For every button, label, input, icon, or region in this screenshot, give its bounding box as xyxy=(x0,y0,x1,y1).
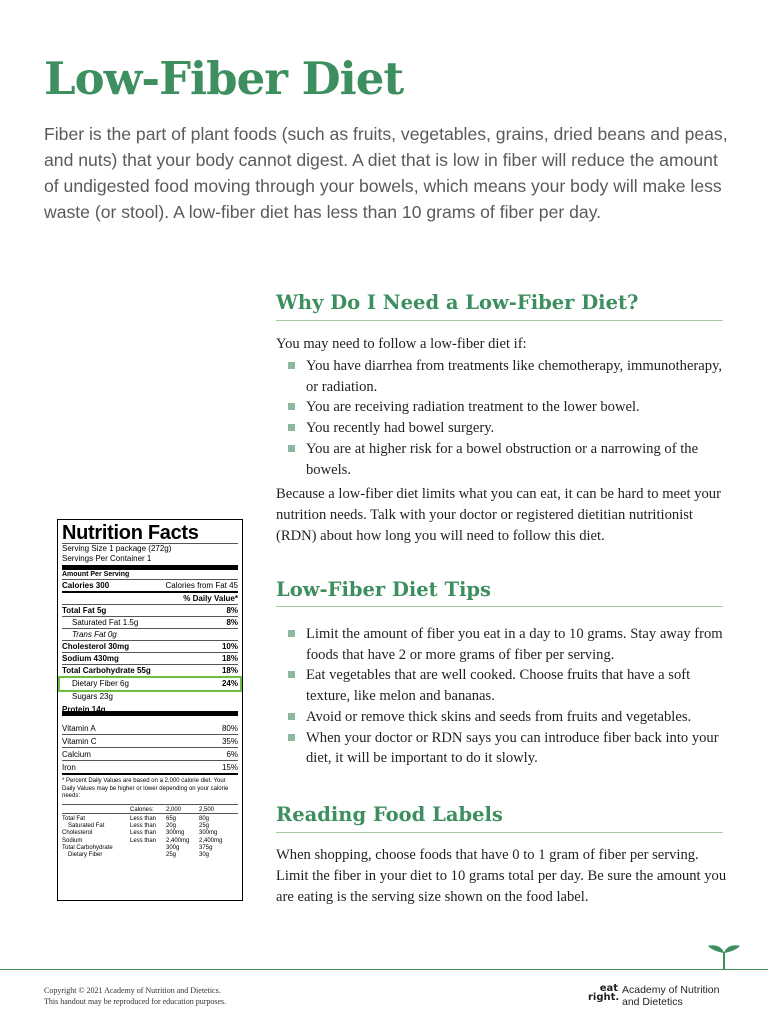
protein: Protein 14g xyxy=(62,705,106,714)
daily-value-table xyxy=(62,805,238,871)
table-cell: Less than xyxy=(130,815,157,822)
iron-dv: 15% xyxy=(221,763,238,772)
page-title: Low-Fiber Diet xyxy=(44,52,404,105)
table-cell: 25g xyxy=(166,852,177,859)
table-cell: Less than xyxy=(130,837,157,844)
logo-eat-text: eat xyxy=(599,983,618,994)
servings-per-container: Servings Per Container 1 xyxy=(62,554,152,563)
table-cell: Sodium xyxy=(62,837,83,844)
table-cell: Dietary Fiber xyxy=(68,852,103,859)
cholesterol: Cholesterol 30mg xyxy=(62,642,130,651)
table-cell: 25g xyxy=(199,822,210,829)
nutrition-facts-label xyxy=(57,519,243,901)
table-cell: 2,400mg xyxy=(199,837,223,844)
table-cell: 20g xyxy=(166,822,177,829)
logo-org-line2: and Dietetics xyxy=(622,996,683,1008)
table-cell: Cholesterol xyxy=(62,830,93,837)
table-cell: 2,400mg xyxy=(166,837,190,844)
section-labels-body: When shopping, choose foods that have 0 to 1 gram of fiber per serving. Limit the fiber in your diet to 10 grams total per day. Be sure the amount you are eating is the serving size shown on the food label. xyxy=(276,847,727,905)
protein-row xyxy=(62,703,238,716)
dietary-fiber: Dietary Fiber 6g xyxy=(72,679,129,688)
section-why-closing: Because a low-fiber diet limits what you can eat, it can be hard to meet your nutrition needs. Talk with your doctor or registered dietitian nutritionist (RDN) about how long you will need to follow this diet. xyxy=(276,486,721,544)
table-row xyxy=(62,814,238,821)
table-header-cell: Calories: xyxy=(130,806,154,813)
list-item: You have diarrhea from treatments like chemotherapy, immunotherapy, or radiation. xyxy=(288,356,732,397)
copyright-line: Copyright © 2021 Academy of Nutrition and Dietetics. xyxy=(44,986,221,995)
table-row xyxy=(62,828,238,835)
vitamin-a: Vitamin A xyxy=(62,724,96,733)
list-item: You are receiving radiation treatment to the lower bowel. xyxy=(288,397,732,418)
total-fat-row xyxy=(62,605,238,617)
cholesterol-dv: 10% xyxy=(221,642,238,651)
table-row xyxy=(62,805,238,814)
table-cell: 65g xyxy=(166,815,177,822)
logo-org-line1: Academy of Nutrition xyxy=(622,984,720,996)
saturated-fat-dv: 8% xyxy=(226,618,238,627)
saturated-fat: Saturated Fat 1.5g xyxy=(72,618,139,627)
section-divider xyxy=(276,320,723,321)
vitamin-a-dv: 80% xyxy=(221,724,238,733)
calories-row xyxy=(62,580,238,593)
total-fat-dv: 8% xyxy=(226,606,238,615)
table-header-cell: 2,000 xyxy=(166,806,182,813)
calories-from-fat: Calories from Fat 45 xyxy=(165,581,238,590)
section-heading-labels: Reading Food Labels xyxy=(276,803,503,826)
calories: Calories 300 xyxy=(62,581,110,590)
sodium-dv: 18% xyxy=(221,654,238,663)
vitamin-c-dv: 35% xyxy=(221,737,238,746)
logo-right-text: right. xyxy=(588,992,620,1003)
dietary-fiber-row xyxy=(60,678,240,690)
table-cell: Saturated Fat xyxy=(68,822,105,829)
total-carbohydrate: Total Carbohydrate 55g xyxy=(62,666,151,675)
sat-fat-row xyxy=(62,617,238,629)
sodium: Sodium 430mg xyxy=(62,654,119,663)
logo-wordmark xyxy=(588,984,618,1002)
table-row xyxy=(62,821,238,828)
intro-paragraph: Fiber is the part of plant foods (such as fruits, vegetables, grains, dried beans and peas, and nuts) that your body cannot digest. A diet that is low in fiber will reduce the amount of undigested food moving through your bowels, which means your body will make less waste (or stool). A low-fiber diet has less than 10 grams of fiber per day. xyxy=(44,124,728,222)
footer-divider xyxy=(0,969,768,970)
table-row xyxy=(62,850,238,857)
table-row xyxy=(62,843,238,850)
vitamin-a-row xyxy=(62,722,238,735)
list-item: You are at higher risk for a bowel obstruction or a narrowing of the bowels. xyxy=(288,439,732,480)
nutrition-facts-title: Nutrition Facts xyxy=(62,522,238,544)
iron: Iron xyxy=(62,763,76,772)
dietary-fiber-dv: 24% xyxy=(221,679,238,688)
table-cell: 300mg xyxy=(166,830,185,837)
list-item: Eat vegetables that are well cooked. Choose fruits that have a soft texture, like melon and bananas. xyxy=(288,665,732,706)
daily-value-header: % Daily Value* xyxy=(62,593,238,605)
total-fat: Total Fat 5g xyxy=(62,606,107,615)
section-heading-tips: Low-Fiber Diet Tips xyxy=(276,578,492,601)
amount-per-serving: Amount Per Serving xyxy=(62,570,238,580)
section-divider xyxy=(276,832,723,833)
calcium: Calcium xyxy=(62,750,91,759)
list-item: Limit the amount of fiber you eat in a day to 10 grams. Stay away from foods that have 2 or more grams of fiber per serving. xyxy=(288,624,732,665)
trans-fat: Trans Fat 0g xyxy=(62,629,238,641)
copyright-notice xyxy=(44,985,226,1007)
tips-bullet-list xyxy=(288,624,732,769)
list-item: When your doctor or RDN says you can introduce fiber back into your diet, it will be important to do it slowly. xyxy=(288,728,732,769)
calcium-dv: 6% xyxy=(226,750,238,759)
why-bullet-list xyxy=(288,356,732,480)
reproduction-line: This handout may be reproduced for education purposes. xyxy=(44,997,227,1006)
table-cell: Less than xyxy=(130,830,157,837)
calcium-row xyxy=(62,748,238,761)
carbohydrate-row xyxy=(62,665,238,677)
sodium-row xyxy=(62,653,238,665)
sprout-icon xyxy=(704,938,744,970)
section-heading-why: Why Do I Need a Low-Fiber Diet? xyxy=(276,291,639,314)
section-divider xyxy=(276,606,723,607)
daily-value-footnote: * Percent Daily Values are based on a 2,000 calorie diet. Your Daily Values may be higher or lower depending on your calorie needs: xyxy=(62,778,238,805)
serving-size: Serving Size 1 package (272g) xyxy=(62,544,172,553)
vitamin-c: Vitamin C xyxy=(62,737,97,746)
section-why-lead: You may need to follow a low-fiber diet if: xyxy=(276,336,527,352)
table-cell: Total Carbohydrate xyxy=(62,845,113,852)
logo-org-name xyxy=(622,984,719,1008)
list-item: Avoid or remove thick skins and seeds from fruits and vegetables. xyxy=(288,707,732,728)
table-row xyxy=(62,836,238,843)
table-cell: Less than xyxy=(130,822,157,829)
table-header-cell: 2,500 xyxy=(199,806,215,813)
sugars: Sugars 23g xyxy=(72,692,113,701)
table-cell: 30g xyxy=(199,852,210,859)
cholesterol-row xyxy=(62,641,238,653)
table-cell: 80g xyxy=(199,815,210,822)
total-carbohydrate-dv: 18% xyxy=(221,666,238,675)
iron-row xyxy=(62,761,238,775)
table-cell: 375g xyxy=(199,845,213,852)
table-cell: 300mg xyxy=(199,830,218,837)
table-cell: Total Fat xyxy=(62,815,86,822)
list-item: You recently had bowel surgery. xyxy=(288,418,732,439)
vitamin-c-row xyxy=(62,735,238,748)
table-cell: 300g xyxy=(166,845,180,852)
